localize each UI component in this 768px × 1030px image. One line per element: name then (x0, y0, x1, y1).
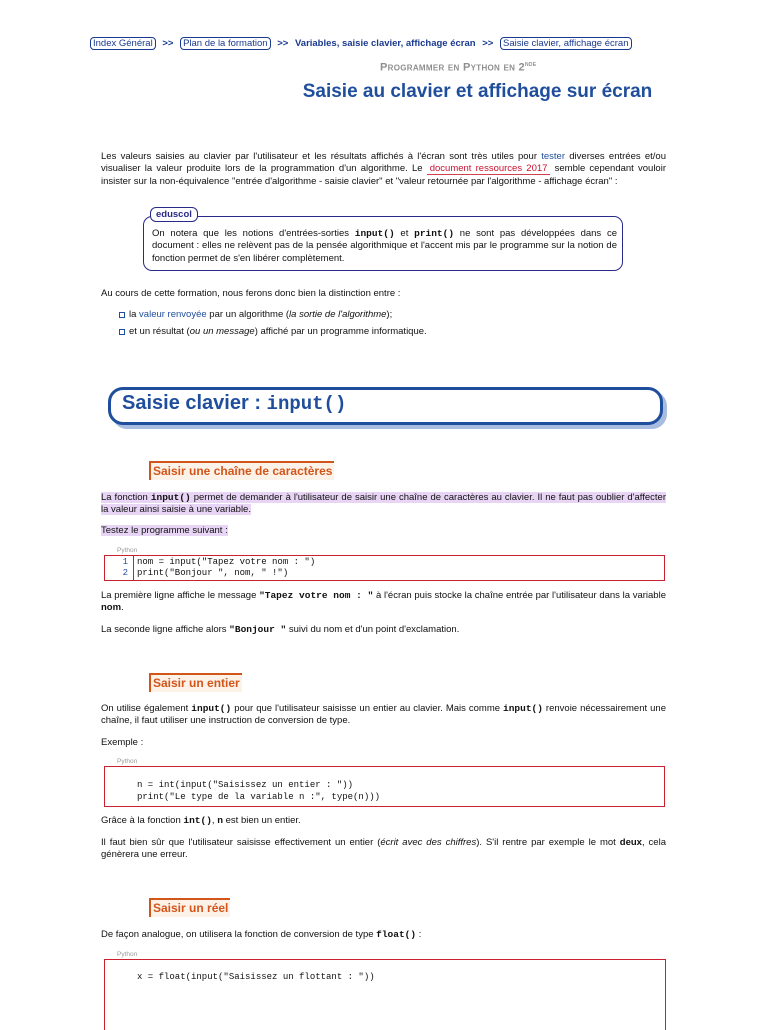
list-text: ) affiché par un programme informatique. (254, 326, 427, 337)
section-title-text: Saisie clavier : (122, 392, 267, 414)
valeur-renvoyee-link[interactable]: valeur renvoyée (139, 309, 207, 320)
sub3-paragraph-1 (101, 929, 666, 941)
code-int: int() (183, 815, 212, 826)
breadcrumb-current[interactable]: Saisie clavier, affichage écran (500, 37, 632, 50)
eduscol-t3: ne sont pas développées dans ce document : elles ne relèvent pas de la pensée algorithmique et l'accent mis par le programme sur la notion de fonction permet de s'en libérer complètement. (152, 228, 617, 264)
breadcrumb-separator: >> (482, 38, 494, 49)
sub3-p1-a: De façon analogue, on utilisera la fonction de conversion de type (101, 929, 377, 940)
breadcrumb (90, 38, 632, 49)
breadcrumb-variables[interactable]: Variables, saisie clavier, affichage écran (294, 38, 476, 49)
variable-n: n (217, 815, 223, 826)
intro-paragraph (101, 151, 666, 188)
code-block-2 (104, 766, 665, 807)
code-block-1 (104, 555, 665, 581)
code-language-label: Python (117, 758, 138, 765)
tester-link[interactable]: tester (541, 151, 566, 162)
code-line: n = int(input("Saisissez un entier : ")) (137, 780, 354, 790)
sub2-p1-b: pour que l'utilisateur saisisse un entier au clavier. Mais comme (231, 703, 504, 714)
list-item (119, 306, 659, 323)
sub1-paragraph-2 (101, 525, 228, 536)
sub2-paragraph-4 (101, 837, 666, 862)
code-line: x = float(input("Saisissez un flottant : ")) (137, 972, 375, 982)
sub1-p1-b: permet de demander à l'utilisateur de saisir une chaîne de caractères au clavier. Il ne faut pas oublier d'affecter la valeur ainsi saisie à une variable. (101, 492, 666, 516)
list-text: par un algorithme ( (206, 309, 290, 320)
subheading-entier: Saisir un entier (149, 673, 242, 692)
section-title (122, 392, 346, 415)
sub3-p1-b: : (416, 929, 422, 940)
list-item (119, 323, 659, 340)
sub2-p4-a: Il faut bien sûr que l'utilisateur saisisse effectivement un entier ( (101, 837, 381, 848)
sub2-paragraph-3 (101, 815, 666, 827)
sub1-p3-c: . (121, 602, 124, 614)
sub1-p2: Testez le programme suivant : (101, 525, 228, 536)
variable-nom: nom (101, 602, 122, 614)
eduscol-tag: eduscol (150, 207, 198, 222)
sub1-paragraph-1 (101, 492, 666, 517)
course-subject (380, 61, 536, 74)
subject-text: Programmer en Python en 2 (380, 61, 525, 74)
sub1-p4-a: La seconde ligne affiche alors (101, 624, 230, 635)
intro-text-1: Les valeurs saisies au clavier par l'utilisateur et les résultats affichés à l'écran sont très utiles pour (101, 151, 542, 162)
code-message: "Tapez votre nom : " (259, 590, 374, 601)
code-bonjour: "Bonjour " (229, 624, 287, 635)
line-number: 2 (122, 568, 128, 578)
sub1-p1-a: La fonction (101, 492, 151, 503)
page-title: Saisie au clavier et affichage sur écran (302, 81, 653, 102)
list-text: ); (386, 309, 393, 320)
eduscol-t2: et (394, 228, 415, 239)
code-input: input() (191, 703, 232, 714)
code-input: input() (503, 703, 543, 714)
code-input: input() (354, 228, 395, 239)
sub2-p3-b: , (211, 815, 218, 826)
sub1-p4-b: suivi du nom et d'un point d'exclamation. (286, 624, 460, 635)
sub2-p4-em: écrit avec des chiffres (380, 837, 477, 848)
code-language-label: Python (117, 547, 138, 554)
intro-text-2: diverses entrées et/ou visualiser la valeur produite lors de la programmation d'un algorithme. Le (101, 151, 666, 175)
breadcrumb-separator: >> (162, 38, 174, 49)
code-print: print() (414, 228, 455, 239)
code-block-3 (104, 959, 666, 1030)
code-line: print("Bonjour ", nom, " !") (137, 568, 289, 578)
sub1-paragraph-4 (101, 624, 666, 636)
intro-text-3: semble cependant vouloir insister sur la non-équivalence "entrée d'algorithme - saisie clavier" et "valeur retournée par l'algorithme - affichage écran" : (101, 163, 666, 187)
line-number-gutter (105, 556, 134, 580)
line-number: 1 (122, 557, 128, 567)
sub2-p4-b: ). S'il rentre par exemple le mot (476, 837, 620, 848)
sub1-p3-a: La première ligne affiche le message (101, 590, 260, 601)
list-emphasis: ou un message (189, 326, 255, 337)
sub2-p4-c: , cela génèrera une erreur. (101, 837, 666, 861)
sub2-paragraph-2: Exemple : (101, 737, 144, 748)
breadcrumb-separator: >> (277, 38, 289, 49)
section-title-code: input() (266, 393, 347, 415)
sub2-p3-a: Grâce à la fonction (101, 815, 184, 826)
list-text: la (129, 309, 140, 320)
distinction-lead: Au cours de cette formation, nous ferons donc bien la distinction entre : (101, 288, 401, 299)
eduscol-t1: On notera que les notions d'entrées-sorties (152, 228, 355, 239)
code-input: input() (150, 492, 191, 503)
subheading-reel: Saisir un réel (149, 898, 230, 917)
code-line: print("Le type de la variable n :", type(n))) (137, 792, 381, 802)
word-deux: deux (619, 837, 642, 848)
document-ressources-link[interactable]: document ressources 2017 (427, 163, 551, 175)
sub2-paragraph-1 (101, 703, 666, 728)
list-text: et un résultat ( (129, 326, 190, 337)
sub1-paragraph-3 (101, 590, 666, 615)
sub1-p3-b: à l'écran puis stocke la chaîne entrée par l'utilisateur dans la variable (373, 590, 666, 601)
eduscol-note-text (152, 228, 617, 265)
breadcrumb-index[interactable]: Index Général (90, 37, 156, 50)
subheading-chaine: Saisir une chaîne de caractères (149, 461, 334, 480)
sub2-p1-a: On utilise également (101, 703, 192, 714)
code-line: nom = input("Tapez votre nom : ") (137, 557, 316, 567)
sub2-p1-c: renvoie nécessairement une chaîne, il faut utiliser une instruction de conversion de type. (101, 703, 666, 727)
sub2-p3-c: est bien un entier. (223, 815, 301, 826)
breadcrumb-plan[interactable]: Plan de la formation (180, 37, 271, 50)
subject-sup: nde (524, 61, 537, 68)
list-emphasis: la sortie de l'algorithme (289, 309, 387, 320)
code-language-label: Python (117, 951, 138, 958)
code-float: float() (376, 929, 417, 940)
distinction-list (119, 306, 659, 340)
